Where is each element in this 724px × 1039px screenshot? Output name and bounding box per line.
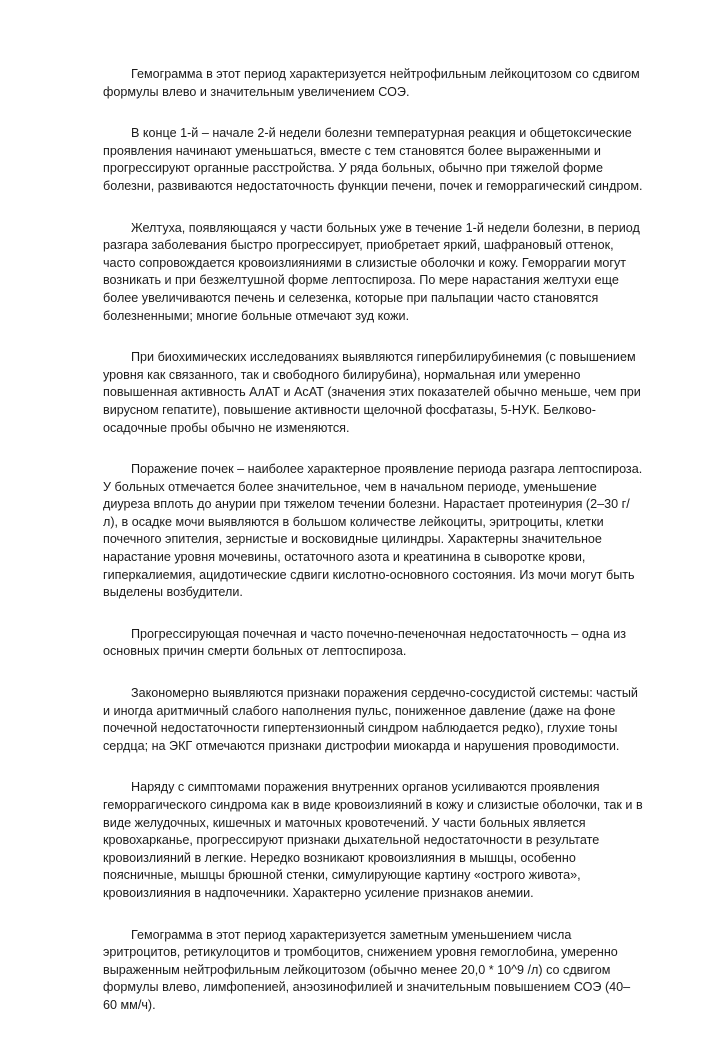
paragraph-cardiovascular: Закономерно выявляются признаки поражения сердечно-сосудистой системы: частый и иногда аритмичный слабого наполнения пульс, пониженное давление (даже на фоне почечной недостаточности гипертензионный синдром наблюдается редко), глухие тоны сердца; на ЭКГ отмечаются признаки дистрофии миокарда и нарушения проводимости. (103, 686, 638, 753)
paragraph-hemogram-peak: Гемограмма в этот период характеризуется заметным уменьшением числа эритроцитов, ретикулоцитов и тромбоцитов, снижением уровня гемоглобина, умеренно выраженным нейтрофильным лейкоцитозом (обычно менее 20,0 * 10^9 /л) со сдвигом формулы влево, лимфопенией, анэозинофилией и значительным повышением СОЭ (40–60 мм/ч). (103, 927, 631, 1012)
paragraph-kidney-damage: Поражение почек – наиболее характерное проявление периода разгара лептоспироза. У больных отмечается более значительное, чем в начальном периоде, уменьшение диуреза вплоть до анурии при тяжелом течении болезни. Нарастает протеинурия (2–30 г/л), в осадке мочи выявляются в большом количестве лейкоциты, эритроциты, клетки почечного эпителия, зернистые и восковидные цилиндры. Характерны значительное нарастание уровня мочевины, остаточного азота и креатинина в сыворотке крови, гиперкалиемия, ацидотические сдвиги кислотно-основного состояния. Из мочи могут быть выделены возбудители. (103, 462, 643, 600)
paragraph-hemogram-intro: Гемограмма в этот период характеризуется нейтрофильным лейкоцитозом со сдвигом формулы влево и значительным увеличением СОЭ. (103, 67, 640, 99)
paragraph-hemorrhagic-syndrome: Наряду с симптомами поражения внутренних органов усиливаются проявления геморрагического синдрома как в виде кровоизлияний в кожу и слизистые оболочки, так и в виде желудочных, кишечных и маточных кровотечений. У части больных является кровохарканье, прогрессируют признаки дыхательной недостаточности в результате кровоизлияний в легкие. Нередко возникают кровоизлияния в мышцы, особенно поясничные, мышцы брюшной стенки, симулирующие картину «острого живота», кровоизлияния в надпочечники. Характерно усиление признаков анемии. (103, 780, 643, 900)
paragraph-jaundice: Желтуха, появляющаяся у части больных уже в течение 1-й недели болезни, в период разгара заболевания быстро прогрессирует, приобретает яркий, шафрановый оттенок, часто сопровождается кровоизлияниями в слизистые оболочки и кожу. Геморрагии могут возникать и при безжелтушной форме лептоспироза. По мере нарастания желтухи еще более увеличиваются печень и селезенка, которые при пальпации часто становятся болезненными; многие больные отмечают зуд кожи. (103, 220, 640, 323)
paragraph-biochemistry: При биохимических исследованиях выявляются гипербилирубинемия (с повышением уровня как связанного, так и свободного билирубина), нормальная или умеренно повышенная активность АлАТ и АсАТ (значения этих показателей обычно меньше, чем при вирусном гепатите), повышение активности щелочной фосфатазы, 5-НУК. Белково-осадочные пробы обычно не изменяются. (103, 350, 641, 435)
paragraph-organ-disorders: В конце 1-й – начале 2-й недели болезни температурная реакция и общетоксические проявления начинают уменьшаться, вместе с тем становятся более выраженными и прогрессируют органные расстройства. У ряда больных, обычно при тяжелой форме болезни, развиваются недостаточность функции печени, почек и геморрагический синдром. (103, 126, 643, 193)
paragraph-renal-failure: Прогрессирующая почечная и часто почечно-печеночная недостаточность – одна из основных причин смерти больных от лептоспироза. (103, 626, 627, 659)
document-page (103, 66, 643, 1039)
